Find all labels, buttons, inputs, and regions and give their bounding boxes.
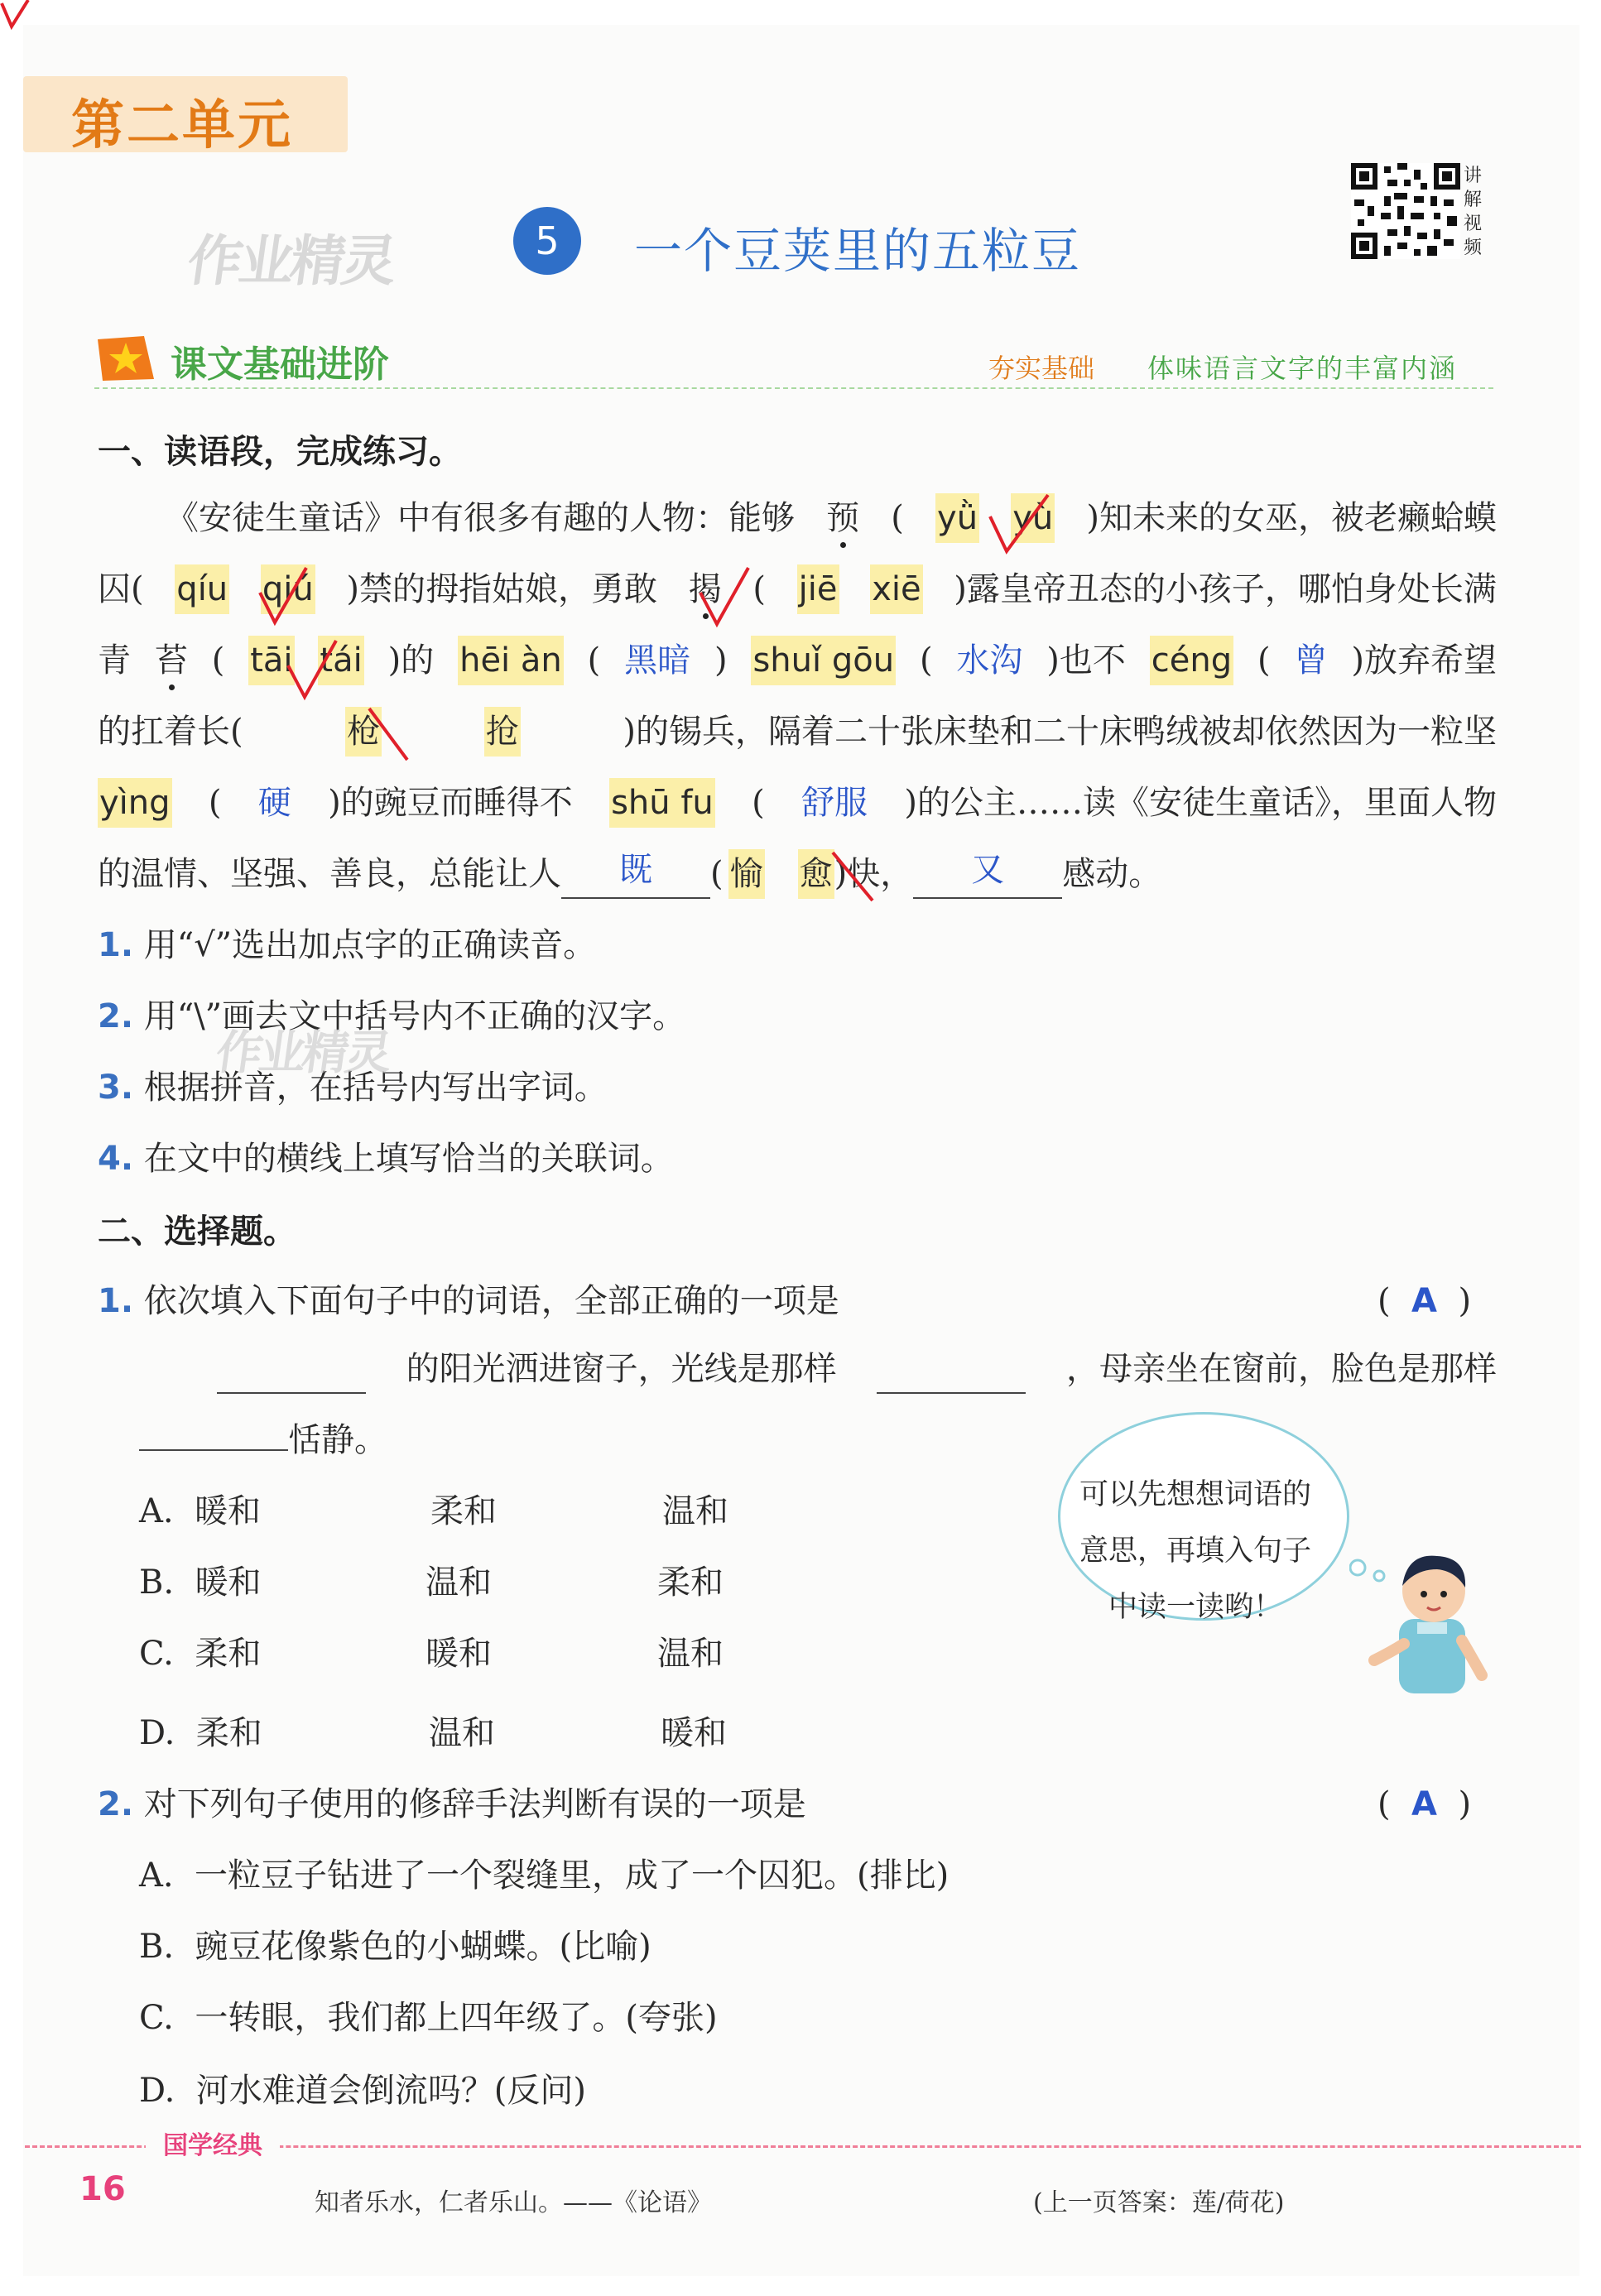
pinyin-option[interactable]: qiú [261, 564, 315, 614]
reading-passage [98, 493, 1497, 924]
passage-line: 《安徒生童话》中有很多有趣的人物：能够 预 ( yǜ yù )知未来的女巫，被老癞蛤蟆 [98, 493, 1497, 543]
strike-mark-icon [828, 848, 877, 907]
lesson-number: 5 [513, 207, 581, 275]
task-item: 2. 用“\”画去文中括号内不正确的汉字。 [98, 997, 686, 1035]
option-d-word: 温和 [429, 1714, 495, 1752]
option-a-word: 温和 [662, 1492, 728, 1530]
char-option[interactable]: 抢 [484, 707, 521, 757]
watermark: 作业精灵 [183, 229, 398, 293]
answer-text[interactable]: 水沟 [956, 641, 1023, 680]
page-number: 16 [79, 2170, 126, 2208]
task-item: 4. 在文中的横线上填写恰当的关联词。 [98, 1140, 674, 1178]
q2-option-c[interactable]: C. 一转眼，我们都上四年级了。(夸张) [139, 1999, 718, 2037]
task-item: 1. 用“√”选出加点字的正确读音。 [98, 926, 597, 964]
passage-line: 青 苔 ( tāi tái )的 hēi àn ( 黑暗 ) shuǐ gōu ( 水沟 )也不 céng ( 曾 )放弃希望 [98, 636, 1497, 685]
option-d[interactable]: D. 柔和 [139, 1714, 262, 1752]
task-item: 3. 根据拼音，在括号内写出字词。 [98, 1069, 608, 1107]
char-option[interactable]: 愉 [728, 849, 765, 899]
pinyin-option[interactable]: yù [1011, 493, 1055, 543]
fill-blank[interactable] [139, 1449, 288, 1451]
passage-line: 的扛着长( 枪 抢 )的锡兵，隔着二十张床垫和二十床鸭绒被却依然因为一粒坚 [98, 707, 1497, 757]
option-c[interactable]: C. 柔和 [139, 1635, 262, 1673]
qr-code-icon[interactable] [1351, 162, 1460, 260]
tick-mark-icon [257, 563, 315, 629]
option-c-word: 暖和 [425, 1635, 492, 1673]
char-option[interactable]: 愈 [798, 849, 834, 899]
tick-mark-icon [987, 492, 1053, 558]
answer-slot-1[interactable]: ( A ) [1377, 1282, 1472, 1320]
section-motto-a: 夯实基础 [988, 353, 1095, 384]
boy-illustration-icon [1358, 1536, 1498, 1702]
corner-check-icon [0, 0, 33, 33]
passage-line: yìng ( 硬 )的豌豆而睡得不 shū fu ( 舒服 )的公主……读《安徒生童话》，里面人物 [98, 778, 1497, 828]
option-b-word: 柔和 [657, 1563, 724, 1602]
option-b[interactable]: B. 暖和 [139, 1563, 262, 1602]
tip-text: 可以先想想词语的 意思，再填入句子 中读一读哟！ [1079, 1478, 1311, 1624]
passage-line: 囚( qíu qiú )禁的拇指姑娘，勇敢 揭 ( jiē xiē )露皇帝丑态的小孩子，哪怕身处长满 [98, 564, 1497, 614]
q2-option-b[interactable]: B. 豌豆花像紫色的小蝴蝶。(比喻) [139, 1928, 651, 1966]
answer-slot-2[interactable]: ( A ) [1377, 1785, 1472, 1823]
option-a[interactable]: A. 暖和 [139, 1492, 262, 1530]
footer-quote: 知者乐水，仁者乐山。——《论语》 [315, 2188, 712, 2217]
fill-blank[interactable]: 既 [561, 849, 710, 899]
pinyin-option[interactable]: tái [318, 636, 363, 685]
previous-page-answer: (上一页答案：莲/荷花) [1033, 2188, 1285, 2217]
pinyin-option[interactable]: jiē [797, 564, 839, 614]
section-divider [94, 387, 1493, 389]
answer-text[interactable]: 硬 [257, 784, 291, 822]
pinyin-option[interactable]: yǜ [935, 493, 979, 543]
question-1-sentence: 恬静。 [139, 1415, 387, 1465]
question-1-sentence: 的阳光洒进窗子，光线是那样 ，母亲坐在窗前，脸色是那样 [217, 1344, 1497, 1394]
question-2: 2. 对下列句子使用的修辞手法判断有误的一项是 [98, 1785, 806, 1823]
option-a-word: 柔和 [430, 1492, 497, 1530]
pinyin-option[interactable]: tāi [248, 636, 294, 685]
fill-blank[interactable] [877, 1344, 1026, 1394]
qr-video-label: 讲解视频 [1464, 166, 1483, 258]
passage-line: 的温情、坚强、善良，总能让人 既 ( 愉 愈 )快， 又 感动。 [98, 849, 1497, 899]
char-option[interactable]: 枪 [345, 707, 382, 757]
q2-option-d[interactable]: D. 河水难道会倒流吗？(反问) [139, 2072, 587, 2110]
unit-title: 第二单元 [71, 95, 293, 156]
lesson-title: 一个豆荚里的五粒豆 [634, 223, 1082, 279]
answer-text[interactable]: 黑暗 [624, 641, 691, 680]
pinyin-option[interactable]: xiē [870, 564, 922, 614]
part1-heading: 一、读语段，完成练习。 [98, 433, 462, 471]
footer-tag: 国学经典 [146, 2129, 280, 2164]
pinyin-option[interactable]: qíu [175, 564, 229, 614]
part2-heading: 二、选择题。 [98, 1213, 296, 1251]
answer-text[interactable]: 舒服 [801, 784, 868, 822]
star-flag-icon [94, 334, 157, 382]
option-b-word: 温和 [425, 1563, 492, 1602]
section-motto-b: 体味语言文字的丰富内涵 [1147, 353, 1458, 384]
question-1: 1. 依次填入下面句子中的词语，全部正确的一项是 [98, 1282, 839, 1320]
tick-mark-icon [697, 563, 755, 629]
watermark: 作业精灵 [212, 1026, 392, 1080]
tick-mark-icon [285, 636, 343, 702]
q2-option-a[interactable]: A. 一粒豆子钻进了一个裂缝里，成了一个囚犯。(排比) [139, 1856, 950, 1895]
fill-blank[interactable]: 又 [913, 849, 1062, 899]
answer-text[interactable]: 曾 [1294, 641, 1328, 680]
fill-blank[interactable] [217, 1344, 366, 1394]
strike-mark-icon [364, 705, 414, 765]
section-title: 课文基础进阶 [171, 343, 389, 386]
option-d-word: 暖和 [661, 1714, 727, 1752]
option-c-word: 温和 [657, 1635, 724, 1673]
